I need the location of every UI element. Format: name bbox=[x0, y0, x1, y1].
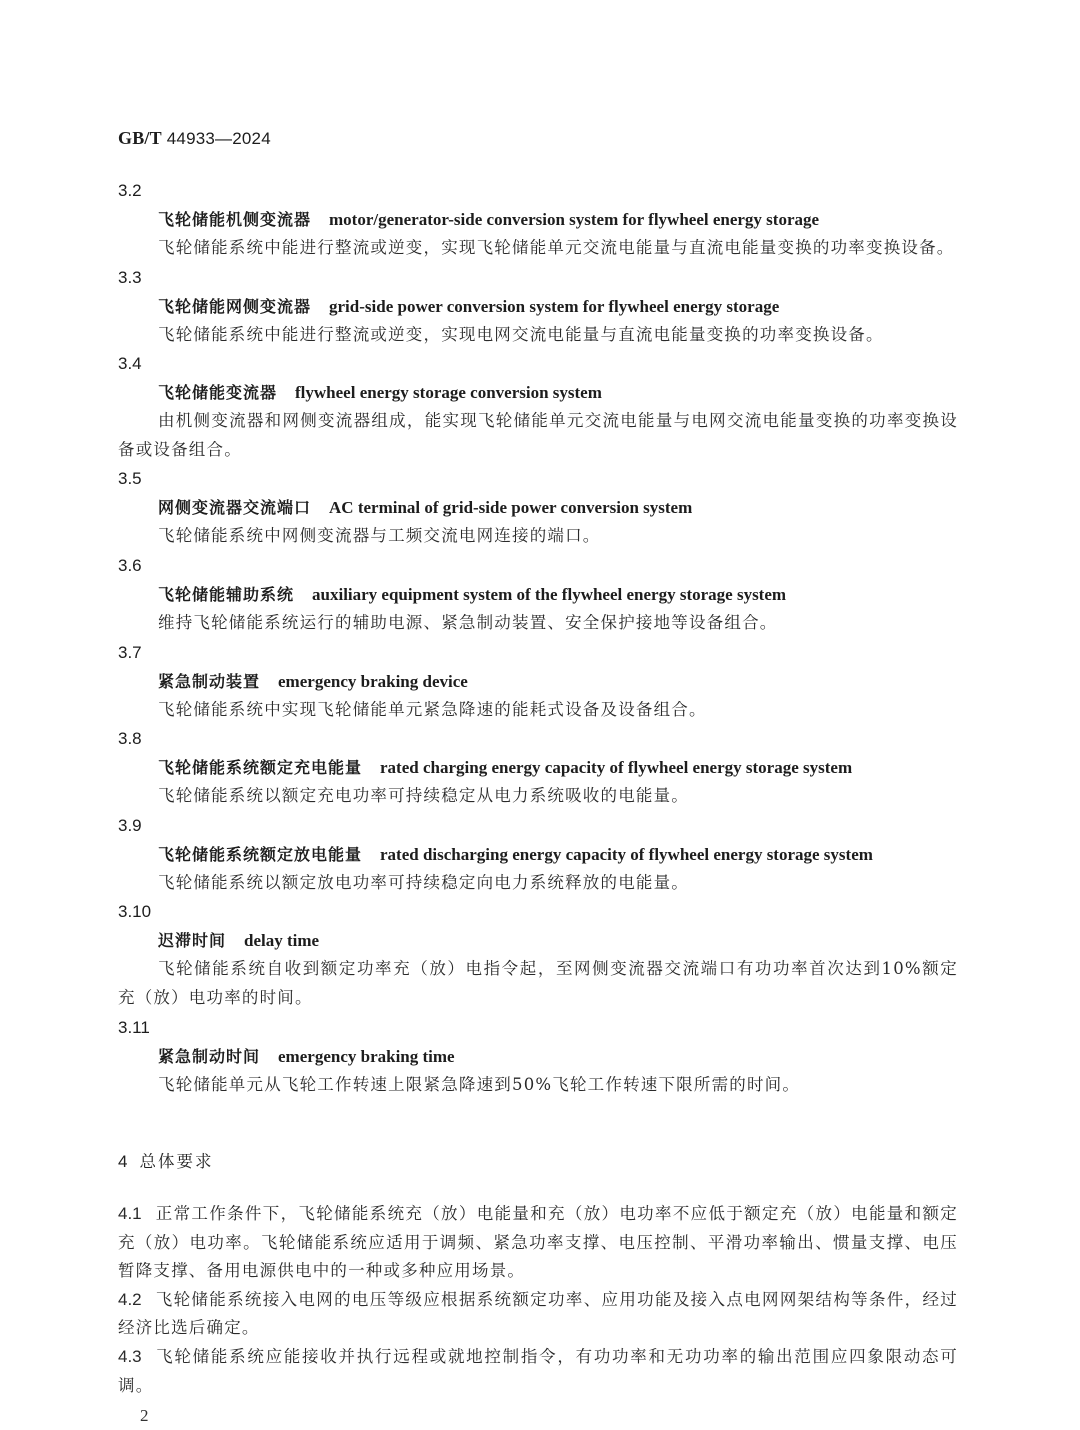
term-definition: 飞轮储能系统中网侧变流器与工频交流电网连接的端口。 bbox=[158, 526, 601, 546]
term-title-zh: 飞轮储能变流器 bbox=[158, 383, 278, 403]
term-entry bbox=[118, 811, 958, 898]
term-entry bbox=[118, 349, 958, 464]
term-title-en: grid-side power conversion system for flywheel energy storage bbox=[329, 296, 780, 316]
clause-number: 4.3 bbox=[118, 1346, 142, 1366]
term-title bbox=[118, 378, 958, 407]
clause bbox=[118, 1286, 958, 1343]
term-definition: 飞轮储能系统中能进行整流或逆变，实现飞轮储能单元交流电能量与直流电能量变换的功率变换设备。 bbox=[158, 238, 955, 257]
term-title-zh: 飞轮储能辅助系统 bbox=[158, 584, 295, 604]
term-title-zh: 飞轮储能系统额定放电能量 bbox=[158, 844, 363, 864]
term-entry bbox=[118, 551, 958, 638]
term-entry bbox=[118, 1013, 958, 1100]
term-number: 3.7 bbox=[118, 642, 142, 662]
term-definition: 由机侧变流器和网侧变流器组成，能实现飞轮储能单元交流电能量与电网交流电能量变换的功率变换设备或设备组合。 bbox=[118, 411, 958, 459]
term-entry bbox=[118, 724, 958, 811]
term-title bbox=[118, 580, 958, 609]
standard-number: 44933—2024 bbox=[166, 129, 271, 148]
term-entry bbox=[118, 897, 958, 1012]
term-definition: 飞轮储能单元从飞轮工作转速上限紧急降速到50%飞轮工作转速下限所需的时间。 bbox=[158, 1074, 801, 1094]
term-entry bbox=[118, 263, 958, 350]
term-title-en: motor/generator-side conversion system for flywheel energy storage bbox=[329, 210, 820, 229]
term-title bbox=[118, 753, 958, 782]
standard-prefix: GB/T bbox=[118, 128, 162, 148]
term-title bbox=[118, 205, 958, 234]
term-title-zh: 迟滞时间 bbox=[158, 931, 227, 951]
standard-code bbox=[118, 128, 271, 149]
term-definition: 飞轮储能系统中实现飞轮储能单元紧急降速的能耗式设备及设备组合。 bbox=[158, 699, 707, 719]
term-title-zh: 飞轮储能网侧变流器 bbox=[158, 296, 312, 316]
term-title-zh: 紧急制动装置 bbox=[158, 671, 261, 691]
term-title-zh: 飞轮储能系统额定充电能量 bbox=[158, 758, 363, 778]
section-number: 4 bbox=[118, 1152, 128, 1171]
term-number: 3.8 bbox=[118, 729, 142, 749]
clause-number: 4.2 bbox=[118, 1289, 142, 1309]
term-title bbox=[118, 926, 958, 955]
term-number: 3.9 bbox=[118, 815, 142, 835]
term-title-en: AC terminal of grid-side power conversion system bbox=[329, 498, 693, 518]
term-number: 3.3 bbox=[118, 267, 142, 287]
term-definition: 维持飞轮储能系统运行的辅助电源、紧急制动装置、安全保护接地等设备组合。 bbox=[158, 612, 778, 632]
clause-text: 飞轮储能系统接入电网的电压等级应根据系统额定功率、应用功能及接入点电网网架结构等条件，经过经济比选后确定。 bbox=[118, 1289, 958, 1338]
clause bbox=[118, 1343, 958, 1400]
term-definition: 飞轮储能系统中能进行整流或逆变，实现电网交流电能量与直流电能量变换的功率变换设备。 bbox=[158, 324, 884, 344]
clause-list bbox=[118, 1200, 958, 1400]
term-title-en: rated discharging energy capacity of flywheel energy storage system bbox=[380, 844, 873, 864]
term-title-zh: 紧急制动时间 bbox=[158, 1046, 261, 1066]
term-title bbox=[118, 667, 958, 696]
clause-text: 正常工作条件下，飞轮储能系统充（放）电能量和充（放）电功率不应低于额定充（放）电能量和额定充（放）电功率。飞轮储能系统应适用于调频、紧急功率支撑、电压控制、平滑功率输出、惯量支撑、电压暂降支撑、备用电源供电中的一种或多种应用场景。 bbox=[118, 1204, 958, 1281]
term-title bbox=[118, 292, 958, 321]
term-definition: 飞轮储能系统以额定放电功率可持续稳定向电力系统释放的电能量。 bbox=[158, 872, 689, 892]
section-title: 总体要求 bbox=[139, 1152, 214, 1171]
term-number: 3.4 bbox=[118, 354, 142, 374]
term-entry bbox=[118, 638, 958, 725]
term-title-zh: 飞轮储能机侧变流器 bbox=[158, 210, 312, 229]
term-title-en: flywheel energy storage conversion system bbox=[295, 383, 602, 403]
term-title-zh: 网侧变流器交流端口 bbox=[158, 498, 312, 518]
clause-text: 飞轮储能系统应能接收并执行远程或就地控制指令，有功功率和无功功率的输出范围应四象限动态可调。 bbox=[118, 1346, 958, 1395]
term-entry bbox=[118, 464, 958, 551]
term-entry bbox=[118, 176, 958, 263]
page-number: 2 bbox=[140, 1406, 149, 1425]
term-title bbox=[118, 840, 958, 869]
terms-list bbox=[118, 176, 958, 1099]
term-number: 3.2 bbox=[118, 181, 142, 200]
term-number: 3.10 bbox=[118, 902, 152, 922]
term-title-en: emergency braking time bbox=[278, 1046, 455, 1066]
term-number: 3.5 bbox=[118, 469, 142, 489]
term-title-en: delay time bbox=[244, 931, 320, 951]
term-title-en: rated charging energy capacity of flywheel energy storage system bbox=[380, 758, 853, 778]
term-title-en: emergency braking device bbox=[278, 671, 468, 691]
clause bbox=[118, 1200, 958, 1286]
term-title bbox=[118, 493, 958, 522]
clause-number: 4.1 bbox=[118, 1204, 142, 1223]
section-heading bbox=[118, 1146, 958, 1178]
term-number: 3.11 bbox=[118, 1017, 150, 1037]
term-title bbox=[118, 1042, 958, 1071]
term-definition: 飞轮储能系统以额定充电功率可持续稳定从电力系统吸收的电能量。 bbox=[158, 786, 689, 806]
term-definition: 飞轮储能系统自收到额定功率充（放）电指令起，至网侧变流器交流端口有功功率首次达到10%额定充（放）电功率的时间。 bbox=[118, 959, 958, 1007]
section-general-requirements bbox=[118, 1146, 958, 1400]
term-title-en: auxiliary equipment system of the flywheel energy storage system bbox=[312, 584, 787, 604]
term-number: 3.6 bbox=[118, 555, 142, 575]
